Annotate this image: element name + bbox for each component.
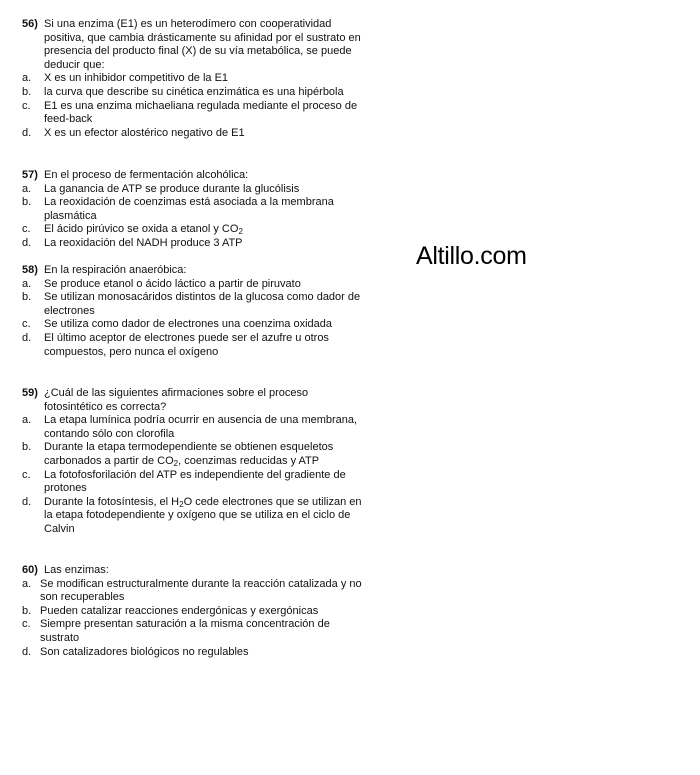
option-letter: b. [22,604,32,617]
question-stem: ¿Cuál de las siguientes afirmaciones sobre el proceso fotosintético es correcta? [44,387,309,413]
option-b [22,441,362,468]
option-letter: a. [22,577,32,590]
option-letter: a. [22,277,32,290]
option-text: Pueden catalizar reacciones endergónicas y exergónicas [40,604,319,617]
option-letter: b. [22,441,32,454]
option-b [22,86,362,100]
subscript: 2 [173,458,179,468]
option-d [22,496,362,537]
option-d [22,332,362,359]
option-b [22,196,362,223]
option-a [22,72,362,86]
subscript: 2 [179,499,184,509]
option-text: La etapa lumínica podría ocurrir en ausencia de una membrana, contando sólo con clorofila [44,414,358,440]
option-text: La fotofosforilación del ATP es independiente del gradiente de protones [44,468,346,495]
option-text: Se utilizan monosacáridos distintos de la glucosa como dador de electrones [44,291,361,317]
option-c [22,100,362,127]
option-text: Se produce etanol o ácido láctico a partir de piruvato [44,277,301,290]
option-b [22,605,362,619]
option-letter: b. [22,85,32,98]
question-60 [22,564,362,659]
option-text: Se modifican estructuralmente durante la reacción catalizada y no son recuperables [40,577,362,604]
option-d [22,646,362,660]
question-56 [22,18,362,140]
question-number: 60) [22,564,38,576]
option-a [22,414,362,441]
option-text-main: Durante la etapa termodependiente se obtienen esqueletos carbonados a partir de CO [44,441,334,467]
option-c [22,318,362,332]
option-a [22,578,362,605]
option-d [22,237,362,251]
option-b [22,291,362,318]
option-text: La reoxidación del NADH produce 3 ATP [44,236,243,249]
question-57 [22,169,362,251]
option-text-rest: , coenzimas reducidas y ATP [178,454,320,467]
question-number: 59) [22,387,38,399]
option-letter: b. [22,291,32,304]
question-stem: Si una enzima (E1) es un heterodímero con cooperatividad positiva, que cambia drásticamente su afinidad por el sustrato en presencia del producto final (X) de su vía metabólica, se puede deducir que: [44,18,361,71]
question-number: 58) [22,264,38,276]
option-d [22,127,362,141]
option-text: Se utiliza como dador de electrones una coenzima oxidada [44,318,333,331]
option-c [22,469,362,496]
option-letter: b. [22,196,32,209]
question-number: 56) [22,18,38,30]
option-letter: c. [22,99,31,112]
option-letter: d. [22,331,32,344]
option-text [44,496,362,537]
option-text: Siempre presentan saturación a la misma concentración de sustrato [40,618,330,644]
option-text [44,441,362,468]
option-letter: d. [22,495,32,508]
question-stem: En la respiración anaeróbica: [44,264,187,276]
question-stem: En el proceso de fermentación alcohólica: [44,169,249,181]
option-a [22,278,362,292]
option-text: X es un inhibidor competitivo de la E1 [44,72,229,85]
option-letter: d. [22,645,32,658]
option-text: E1 es una enzima michaeliana regulada mediante el proceso de feed-back [44,99,358,126]
option-text: El último aceptor de electrones puede ser el azufre u otros compuestos, pero nunca el oxígeno [44,331,329,358]
option-letter: c. [22,223,31,236]
option-letter: a. [22,182,32,195]
option-letter: a. [22,414,32,427]
option-text-rest: O cede electrones que se utilizan en la etapa fotodependiente y oxígeno que se utiliza en el ciclo de Calvin [44,495,362,535]
question-number: 57) [22,169,38,181]
option-letter: c. [22,618,31,631]
option-text-main: Durante la fotosíntesis, el H [44,495,180,508]
question-stem: Las enzimas: [44,564,109,576]
option-c [22,223,362,237]
option-text [44,223,362,237]
option-c [22,618,362,645]
option-letter: c. [22,318,31,331]
option-a [22,183,362,197]
option-text: X es un efector alostérico negativo de E1 [44,126,245,139]
question-59 [22,387,362,537]
option-text: La reoxidación de coenzimas está asociada a la membrana plasmática [44,196,334,222]
option-text: La ganancia de ATP se produce durante la glucólisis [44,182,300,195]
option-letter: d. [22,126,32,139]
question-58 [22,264,362,359]
option-letter: d. [22,236,32,249]
subscript: 2 [238,227,243,237]
option-text: Son catalizadores biológicos no regulables [40,645,249,658]
option-text: la curva que describe su cinética enzimática es una hipérbola [44,85,344,98]
watermark-text: Altillo.com [416,242,527,270]
option-letter: a. [22,72,32,85]
option-letter: c. [22,468,31,481]
option-text-main: El ácido pirúvico se oxida a etanol y CO [44,223,239,236]
